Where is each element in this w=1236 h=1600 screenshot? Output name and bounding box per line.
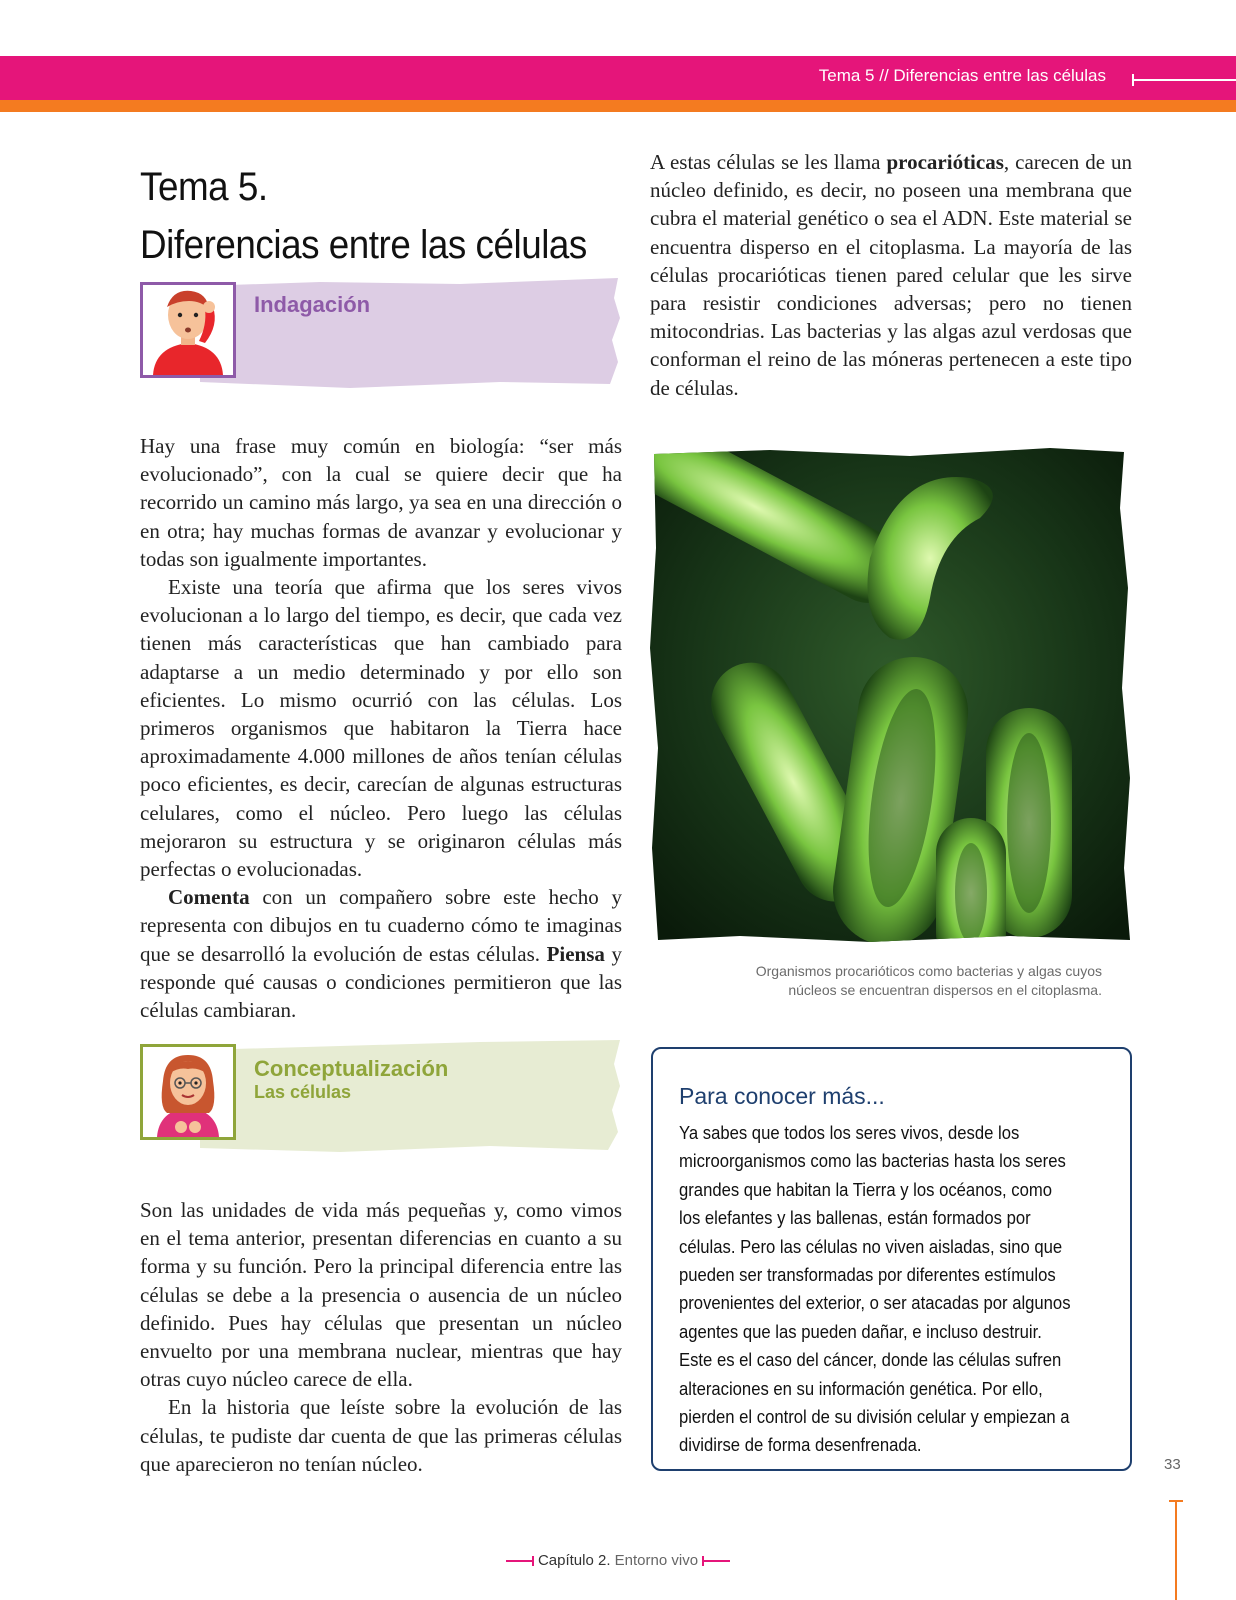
infobox-line: grandes que habitan la Tierra y los océanos, como: [679, 1178, 1053, 1200]
footer: [0, 1552, 1236, 1569]
conceptualizacion-paragraph-1: Son las unidades de vida más pequeñas y, como vimos en el tema anterior, presentan diferencias en cuanto a su forma y su función. Pero la principal diferencia entre las células se debe a la presencia o ausencia de un núcleo definido. Pues hay células que presentan un núcleo envuelto por una membrana nuclear, mientras que hay otras cuyo núcleo carece de ella.: [140, 1198, 622, 1392]
conceptualizacion-paragraph-2: En la historia que leíste sobre la evolución de las células, te pudiste dar cuenta de que las primeras células que aparecieron no tenían núcleo.: [140, 1395, 622, 1476]
footer-chapter-name: Entorno vivo: [610, 1552, 699, 1569]
figure-caption-line2: núcleos se encuentran dispersos en el citoplasma.: [788, 982, 1102, 998]
page-title-line2: Diferencias entre las células: [140, 223, 587, 267]
procarioticas-bold: procarióticas: [886, 150, 1004, 174]
indagacion-heading: Indagación: [254, 292, 371, 317]
piensa-bold: Piensa: [546, 941, 605, 966]
comenta-bold: Comenta: [168, 885, 250, 910]
conceptualizacion-heading: Conceptualización: [254, 1056, 449, 1081]
infobox-line: células. Pero las células no viven aisladas, sino que: [679, 1235, 1063, 1257]
conceptualizacion-subheading: Las células: [254, 1082, 352, 1102]
conceptualizacion-banner: [140, 1040, 622, 1152]
figure-caption: [650, 962, 1102, 1000]
girl-glasses-icon: [140, 1044, 236, 1140]
infobox-line: alteraciones en su información genética. Por ello,: [679, 1377, 1043, 1399]
infobox-title: Para conocer más...: [679, 1083, 885, 1109]
indagacion-paragraph-1: Hay una frase muy común en biología: “ser más evolucionado”, con la cual se quiere decir que ha recorrido un camino más largo, ya sea en una dirección o en otra; hay muchas formas de avanzar y evolucionar y todas son igualmente importantes.: [140, 434, 622, 571]
procarioticas-text1: A estas células se les llama: [650, 150, 887, 174]
indagacion-p3-text2: y responde qué causas o condiciones permitieron que las células cambiaran.: [140, 941, 622, 1023]
infobox-line: microorganismos como las bacterias hasta los seres: [679, 1150, 1066, 1172]
footer-chapter: Capítulo 2.: [537, 1552, 611, 1569]
indagacion-text: [140, 432, 622, 1024]
indagacion-banner: [140, 278, 622, 388]
side-rule: [1175, 1500, 1177, 1600]
infobox-line: dividirse de forma desenfrenada.: [679, 1434, 922, 1456]
infobox-line: Ya sabes que todos los seres vivos, desde los: [679, 1122, 1020, 1143]
header-band-orange: [0, 100, 1236, 112]
para-conocer-mas-box: [651, 1047, 1132, 1471]
procarioticas-text: [650, 148, 1132, 402]
indagacion-paragraph-3: [140, 883, 622, 1024]
page-title-line1: Tema 5.: [140, 165, 268, 209]
footer-rule-right: [702, 1560, 730, 1562]
infobox-line: agentes que las pueden dañar, e incluso destruir.: [679, 1320, 1042, 1342]
infobox-line: los elefantes y las ballenas, están formados por: [679, 1207, 1031, 1229]
conceptualizacion-text: [140, 1196, 622, 1478]
indagacion-p3-text1: con un compañero sobre este hecho y representa con dibujos en tu cuaderno cómo te imaginas que se desarrolló la evolución de estas células.: [140, 885, 622, 966]
running-head-rule: [1132, 79, 1236, 81]
thinking-boy-icon: [140, 282, 236, 378]
bacteria-photo: [650, 448, 1132, 944]
infobox-line: pueden ser transformadas por diferentes estímulos: [679, 1264, 1056, 1286]
procarioticas-text2: , carecen de un núcleo definido, es decir, no poseen una membrana que cubra el material genético o sea el ADN. Este material se encuentra disperso en el citoplasma. La mayoría de las células procarióticas tienen pared celular que les sirve para resistir condiciones adversas; pero no tienen mitocondrias. Las bacterias y las algas azul verdosas que conforman el reino de las móneras pertenecen a este tipo de células.: [650, 150, 1132, 400]
page-number: 33: [1164, 1456, 1181, 1473]
infobox-line: provenientes del exterior, o ser atacadas por algunos: [679, 1292, 1071, 1314]
infobox-line: Este es el caso del cáncer, donde las células sufren: [679, 1349, 1062, 1371]
figure-caption-line1: Organismos procarióticos como bacterias y algas cuyos: [755, 963, 1102, 979]
procarioticas-paragraph: [650, 148, 1132, 402]
infobox-line: pierden el control de su división celular y empiezan a: [679, 1406, 1070, 1428]
indagacion-paragraph-2: Existe una teoría que afirma que los seres vivos evolucionan a lo largo del tiempo, es decir, que cada vez tienen más características que han cambiado para adaptarse a un medio determinado y por ello son eficientes. Lo mismo ocurrió con las células. Los primeros organismos que habitaron la Tierra hace aproximadamente 4.000 millones de años tenían células poco eficientes, es decir, carecían de algunas estructuras celulares, como el núcleo. Pero luego las células mejoraron su estructura y se originaron células más perfectas o evolucionadas.: [140, 575, 622, 882]
infobox-body: [679, 1119, 1107, 1460]
running-head: Tema 5 // Diferencias entre las células: [818, 66, 1106, 85]
page-title: [140, 158, 591, 274]
footer-rule-left: [506, 1560, 534, 1562]
